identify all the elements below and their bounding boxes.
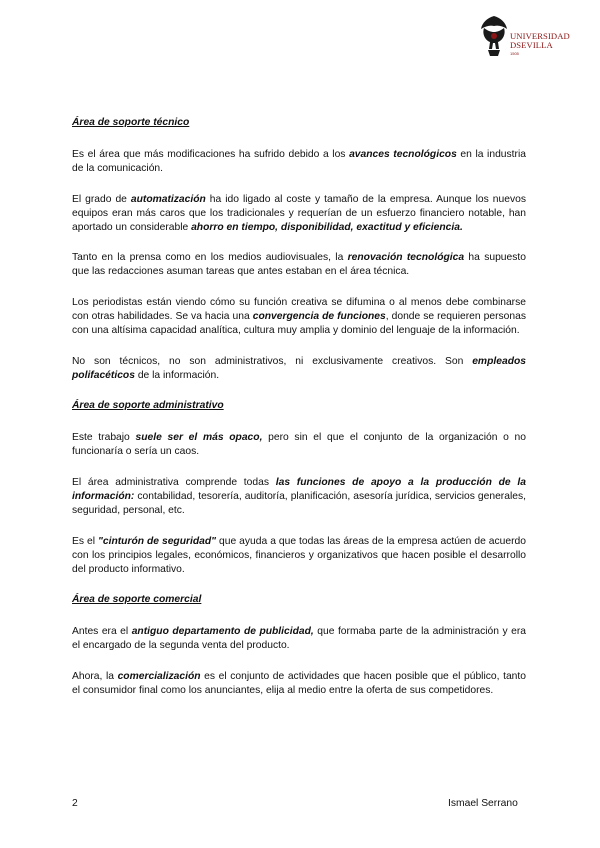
section-heading: Área de soporte técnico (72, 117, 190, 128)
logo-wordmark: UNIVERSIDAD DSEVILLA (510, 31, 570, 50)
text-run: Ahora, la (72, 670, 118, 682)
footer-author: Ismael Serrano (448, 798, 518, 809)
paragraph (72, 296, 526, 338)
text-run: contabilidad, tesorería, auditoría, planificación, asesoría jurídica, servicios generales, seguridad, personal, etc. (72, 490, 526, 517)
page-number: 2 (72, 798, 78, 809)
emphasized-text: antiguo departamento de publicidad, (131, 626, 314, 638)
emphasized-text: automatización (130, 193, 206, 205)
text-run: Antes era el (72, 626, 132, 638)
paragraph (72, 148, 526, 176)
document-body (72, 116, 526, 714)
text-run: Tanto en la prensa como en los medios audiovisuales, la (72, 252, 348, 264)
text-run: Es el área que más modificaciones ha sufrido debido a los (72, 149, 350, 161)
paragraph (72, 535, 526, 577)
paragraph (72, 625, 526, 653)
text-run: de la información. (134, 369, 220, 381)
text-run: ha ido ligado al coste y tamaño de la empresa. Aunque los nuevos equipos eran más caros que los tradicionales y requerían de un esfuerzo financiero notable, han aportado un considerable (72, 193, 526, 233)
text-run: El grado de (72, 193, 131, 205)
paragraph (72, 355, 526, 383)
emphasized-text: renovación tecnológica (347, 252, 465, 264)
text-run: El área administrativa comprende todas (72, 476, 276, 488)
emphasized-text: empleados polifacéticos (72, 355, 526, 381)
paragraph (72, 670, 526, 698)
emphasized-text: las funciones de apoyo a la producción de la información: (72, 476, 526, 502)
emphasized-text: "cinturón de seguridad" (97, 535, 217, 547)
paragraph (72, 193, 526, 235)
paragraph (72, 476, 526, 518)
text-run: ha supuesto que las redacciones asuman tareas que antes estaban en el área técnica. (72, 252, 526, 278)
text-run: es el conjunto de actividades que hacen posible que el público, tanto el consumidor final como los anunciantes, elija al medio entre la oferta de sus competidores. (72, 670, 526, 696)
paragraph (72, 431, 526, 459)
university-logo (472, 14, 572, 62)
emphasized-text: comercialización (117, 670, 201, 682)
logo-year: 1505 (510, 51, 519, 56)
text-run: Los periodistas están viendo cómo su función creativa se difumina o al menos debe combinarse con otras habilidades. Se va hacia una (72, 296, 526, 323)
text-run: que formaba parte de la administración y era el encargado de la segunda venta del producto. (72, 626, 527, 652)
paragraph (72, 251, 526, 279)
text-run: pero sin el que el conjunto de la organización o no funcionaría o sería un caos. (72, 432, 527, 458)
emphasized-text: ahorro en tiempo, disponibilidad, exactitud y eficiencia. (191, 221, 463, 233)
university-seal-icon (478, 14, 510, 60)
emphasized-text: avances tecnológicos (349, 149, 457, 161)
text-run: que ayuda a que todas las áreas de la empresa actúen de acuerdo con los principios legales, económicos, financieros y organizativos que hacen posible el desarrollo del producto informativo. (72, 535, 526, 575)
text-run: en la industria de la comunicación. (72, 149, 526, 175)
text-run: Es el (72, 535, 98, 547)
section-heading: Área de soporte comercial (72, 594, 202, 606)
text-run: No son técnicos, no son administrativos, ni exclusivamente creativos. Son (72, 355, 473, 367)
emphasized-text: suele ser el más opaco, (135, 432, 263, 444)
emphasized-text: convergencia de funciones (252, 311, 386, 323)
section-heading: Área de soporte administrativo (72, 400, 224, 412)
text-run: Este trabajo (72, 432, 136, 444)
text-run: , donde se requieren personas con una altísima capacidad analítica, cultura muy amplia y dominio del lenguaje de la información. (72, 311, 526, 337)
